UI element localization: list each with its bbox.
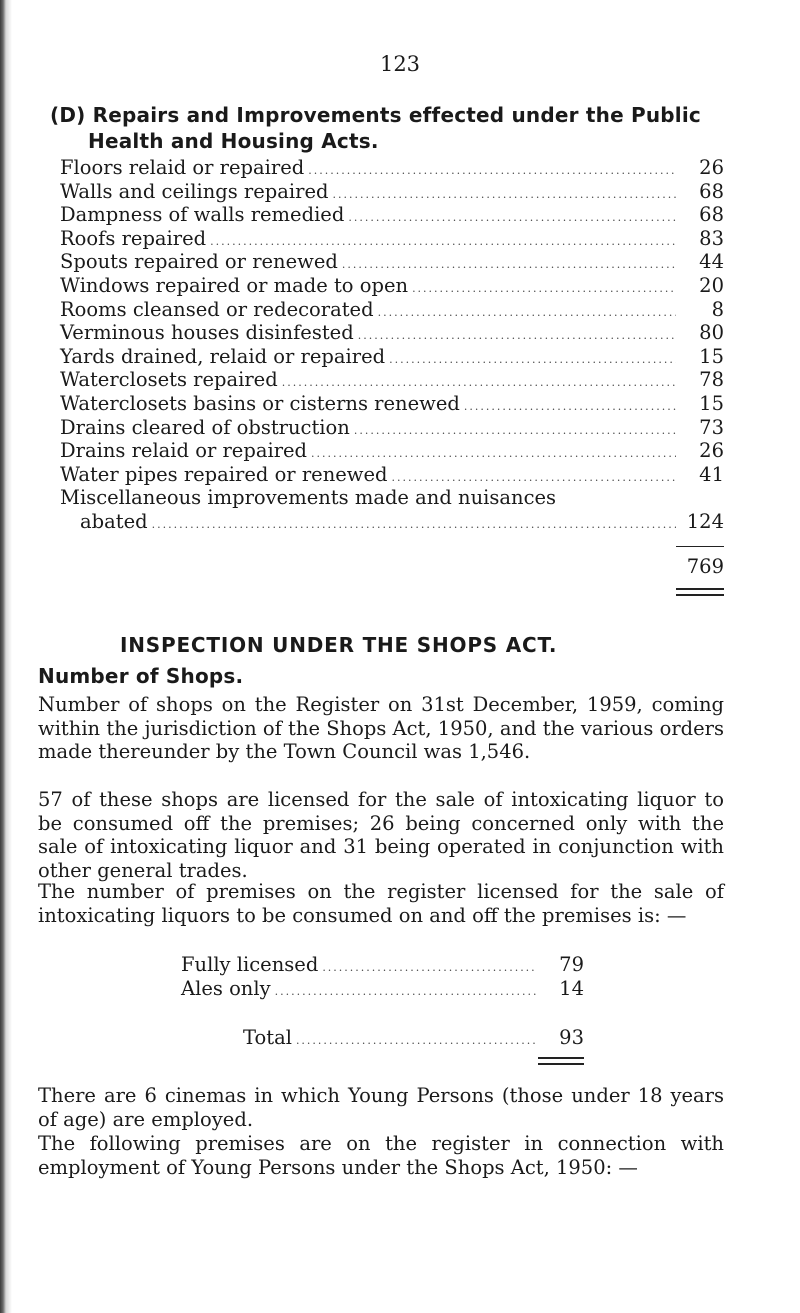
total-value: 93	[559, 1026, 584, 1049]
repairs-total: 769	[686, 555, 724, 578]
list-item	[60, 392, 724, 416]
leader-dots	[378, 301, 676, 325]
list-item	[181, 977, 584, 1001]
item-label: Miscellaneous improvements made and nuisances	[60, 486, 557, 510]
leader-dots	[354, 419, 676, 443]
item-value: 44	[699, 250, 724, 274]
leader-dots	[348, 206, 676, 230]
licensed-total	[243, 1026, 584, 1050]
leader-dots	[389, 348, 676, 372]
item-value: 78	[699, 368, 724, 392]
item-value: 79	[559, 953, 584, 976]
list-item	[60, 250, 724, 274]
page-number: 123	[379, 52, 421, 76]
total-label: Total	[243, 1026, 292, 1049]
item-label: Drains cleared of obstruction	[60, 415, 350, 439]
paragraph-register: Number of shops on the Register on 31st December, 1959, coming within the jurisdiction of the Shops Act, 1950, and the various orders made thereunder by the Town Council was 1,546.	[38, 693, 724, 764]
item-label: Drains relaid or repaired	[60, 439, 308, 463]
list-item	[60, 416, 724, 440]
item-label: Ales only	[181, 977, 271, 1000]
repairs-list	[60, 156, 724, 534]
leader-dots	[308, 159, 676, 183]
item-value: 68	[699, 179, 724, 203]
leader-dots	[412, 277, 676, 301]
item-label: abated	[80, 509, 148, 533]
list-item	[60, 510, 724, 534]
item-label: Windows repaired or made to open	[60, 273, 409, 297]
double-rule	[676, 588, 724, 596]
item-label: Yards drained, relaid or repaired	[60, 344, 386, 368]
item-value: 68	[699, 203, 724, 227]
paragraph-cinemas: There are 6 cinemas in which Young Persons (those under 18 years of age) are employed.	[38, 1084, 724, 1131]
leader-dots	[322, 956, 536, 980]
shops-subtitle: Number of Shops.	[38, 664, 244, 688]
item-label: Waterclosets basins or cisterns renewed	[60, 391, 460, 415]
list-item	[60, 463, 724, 487]
item-value: 26	[699, 439, 724, 463]
leader-dots	[275, 980, 536, 1004]
item-label: Fully licensed	[181, 953, 319, 976]
item-label: Spouts repaired or renewed	[60, 250, 338, 274]
item-label: Dampness of walls remedied	[60, 203, 345, 227]
leader-dots	[296, 1029, 536, 1053]
repairs-section-title	[50, 102, 780, 154]
list-item	[181, 953, 584, 977]
leader-dots	[464, 395, 676, 419]
list-item	[243, 1026, 584, 1050]
list-item	[60, 298, 724, 322]
list-item	[60, 321, 724, 345]
item-value: 15	[699, 344, 724, 368]
list-item	[60, 274, 724, 298]
double-rule	[538, 1057, 584, 1065]
item-value: 124	[686, 509, 724, 533]
list-item	[60, 227, 724, 251]
leader-dots	[152, 513, 676, 537]
item-label: Verminous houses disinfested	[60, 321, 354, 345]
list-item	[60, 368, 724, 392]
item-label: Water pipes repaired or renewed	[60, 462, 388, 486]
item-value: 73	[699, 415, 724, 439]
shops-section-title: INSPECTION UNDER THE SHOPS ACT.	[120, 633, 558, 657]
list-item	[60, 486, 724, 510]
item-value: 83	[699, 226, 724, 250]
list-item	[60, 203, 724, 227]
item-label: Walls and ceilings repaired	[60, 179, 329, 203]
list-item	[60, 439, 724, 463]
item-label: Rooms cleansed or redecorated	[60, 297, 374, 321]
item-value: 20	[699, 273, 724, 297]
item-value: 80	[699, 321, 724, 345]
total-rule	[676, 546, 724, 547]
item-value: 15	[699, 391, 724, 415]
item-value: 26	[699, 156, 724, 179]
item-value: 8	[711, 297, 724, 321]
list-item	[60, 156, 724, 180]
paragraph-licensed: 57 of these shops are licensed for the sale of intoxicating liquor to be consumed off the premises; 26 being concerned only with the sale of intoxicating liquor and 31 being operated in conjunction with other general trades.	[38, 788, 724, 882]
paragraph-premises: The number of premises on the register licensed for the sale of intoxicating liquors to be consumed on and off the premises is: —	[38, 880, 724, 927]
repairs-title-line2: Health and Housing Acts.	[88, 129, 379, 153]
paragraph-young-persons: The following premises are on the register in connection with employment of Young Persons under the Shops Act, 1950: —	[38, 1132, 724, 1179]
repairs-title-line1: (D) Repairs and Improvements effected under the Public	[50, 103, 701, 127]
list-item	[60, 345, 724, 369]
leader-dots	[358, 324, 676, 348]
licensed-list	[181, 953, 584, 1001]
item-label: Waterclosets repaired	[60, 368, 278, 392]
item-value: 41	[699, 462, 724, 486]
list-item	[60, 180, 724, 204]
page-binding-edge	[0, 0, 14, 1313]
item-label: Roofs repaired	[60, 226, 207, 250]
item-value: 14	[559, 977, 584, 1000]
leader-dots	[333, 183, 677, 207]
item-label: Floors relaid or repaired	[60, 156, 305, 179]
